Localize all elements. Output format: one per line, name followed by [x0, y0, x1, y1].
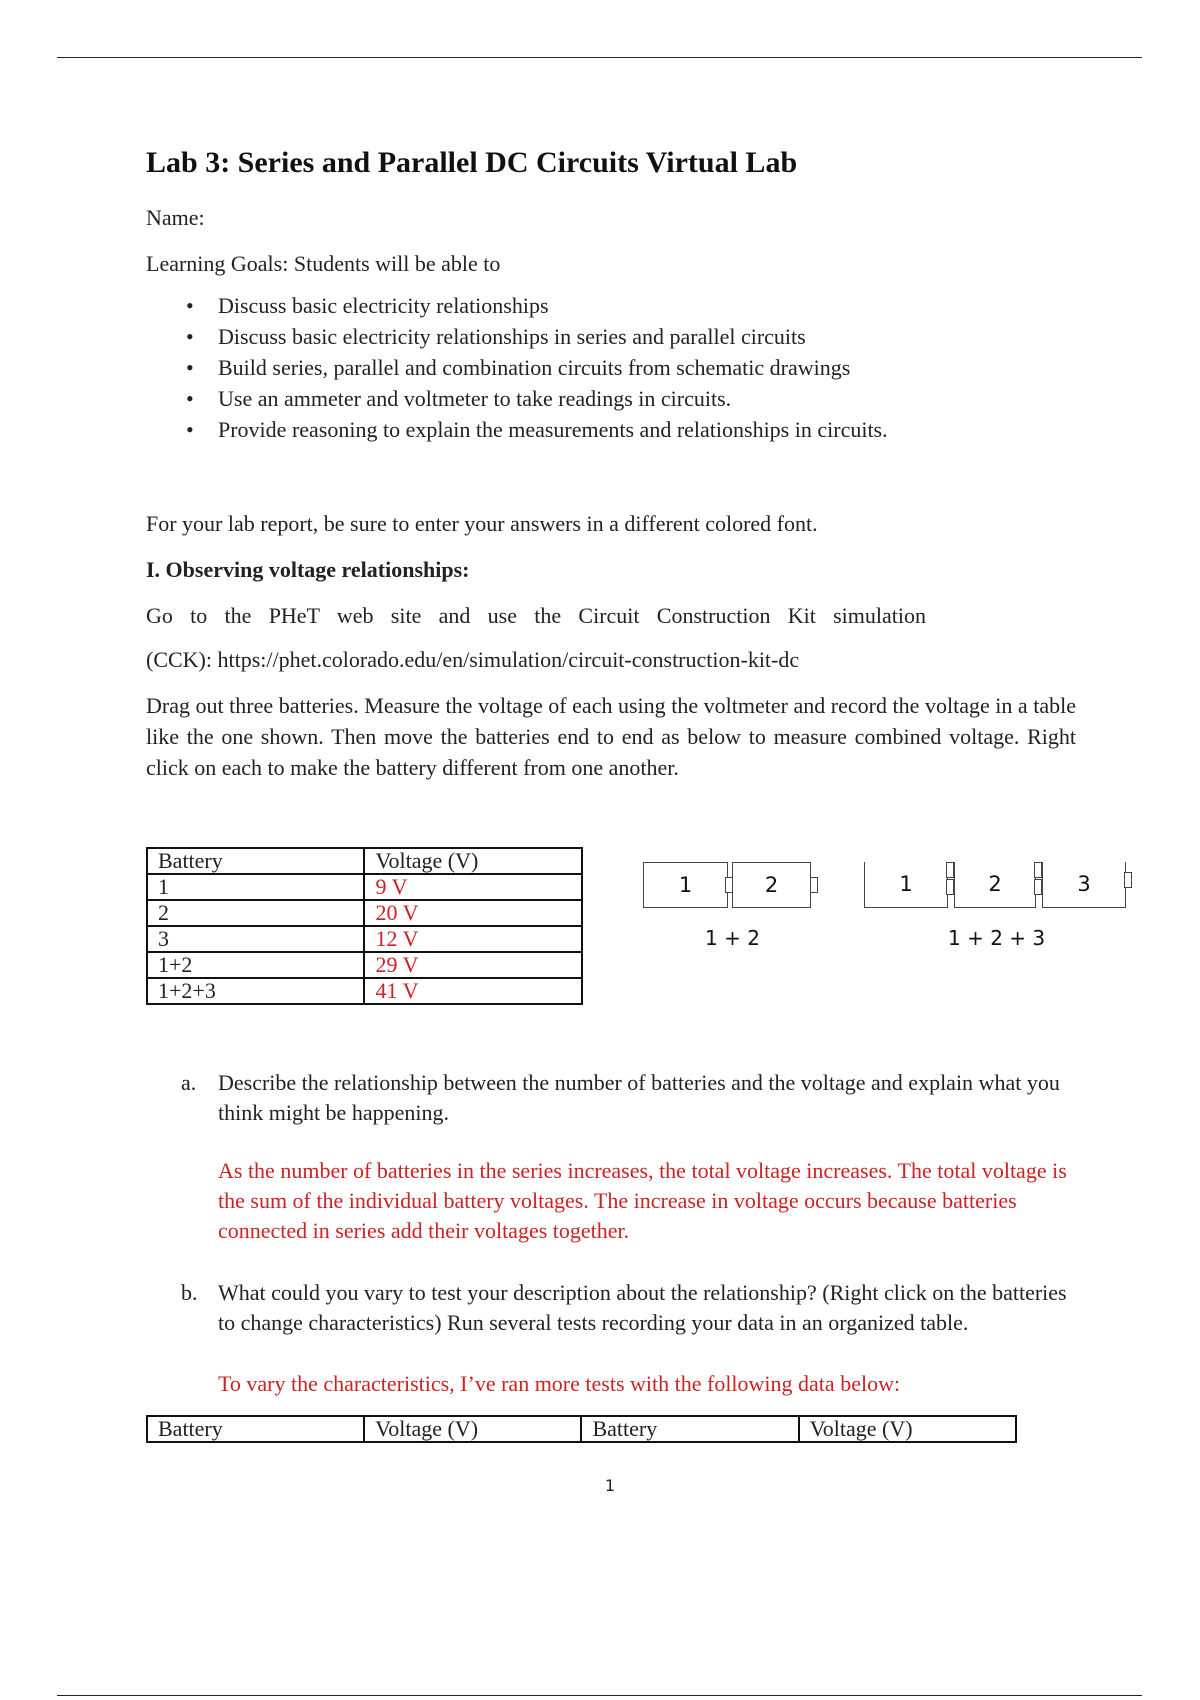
page-title: Lab 3: Series and Parallel DC Circuits Virtual Lab: [146, 146, 798, 179]
colored-font-note: For your lab report, be sure to enter your answers in a different colored font.: [146, 511, 818, 536]
list-item: • Use an ammeter and voltmeter to take readings in circuits.: [146, 383, 888, 414]
table-cell-answer: 12 V: [364, 926, 582, 952]
diagram-caption: 1 + 2: [705, 926, 760, 950]
answer-b: To vary the characteristics, I’ve ran more tests with the following data below:: [218, 1371, 901, 1396]
bullet-icon: •: [186, 324, 194, 349]
table-header-cell: Voltage (V): [364, 1416, 581, 1442]
battery-diagram-1-plus-2: [643, 862, 833, 952]
battery-2: 2: [732, 862, 811, 908]
table-cell-answer: 9 V: [364, 874, 582, 900]
table-cell: 3: [147, 926, 364, 952]
list-item: • Provide reasoning to explain the measurements and relationships in circuits.: [146, 414, 888, 445]
bullet-icon: •: [186, 293, 194, 318]
list-item: • Build series, parallel and combination circuits from schematic drawings: [146, 352, 888, 383]
question-marker: b.: [181, 1280, 198, 1305]
page-number: 1: [604, 1476, 616, 1495]
header-rule: [57, 57, 1142, 58]
battery-1: 1: [643, 862, 728, 908]
battery-terminal: [810, 877, 818, 893]
diagram-caption: 1 + 2 + 3: [948, 926, 1046, 950]
name-label: Name:: [146, 205, 205, 230]
battery-diagram-1-plus-2-plus-3: [864, 862, 1139, 952]
table-cell: 1+2+3: [147, 978, 364, 1004]
table-header-cell: Voltage (V): [364, 848, 582, 874]
battery-1: 1: [864, 862, 948, 908]
drag-instructions: Drag out three batteries. Measure the voltage of each using the voltmeter and record the voltage in a table like the one shown. Then move the batteries end to end as below to measure combined voltage. Right click on each to make the battery different from one another.: [146, 693, 1076, 780]
table-cell: 1: [147, 874, 364, 900]
table-row: [147, 874, 582, 900]
battery-terminal: [1034, 879, 1042, 895]
voltage-table: [146, 847, 583, 1005]
battery-terminal: [946, 862, 954, 878]
bullet-icon: •: [186, 355, 194, 380]
table-cell: 1+2: [147, 952, 364, 978]
question-marker: a.: [181, 1070, 197, 1095]
bullet-icon: •: [186, 386, 194, 411]
learning-goals-list: [146, 290, 888, 445]
list-item: • Discuss basic electricity relationships in series and parallel circuits: [146, 321, 888, 352]
battery-terminal: [946, 879, 954, 895]
battery-3: 3: [1042, 862, 1126, 908]
table-cell: 2: [147, 900, 364, 926]
battery-2: 2: [954, 862, 1036, 908]
phet-instruction: Go to the PHeT web site and use the Circuit Construction Kit simulation: [146, 603, 926, 628]
list-item: • Discuss basic electricity relationships: [146, 290, 888, 321]
table-header-row: [147, 1416, 1016, 1442]
table-cell-answer: 20 V: [364, 900, 582, 926]
table-header-cell: Battery: [147, 848, 364, 874]
cck-link-line: (CCK): https://phet.colorado.edu/en/simulation/circuit-construction-kit-dc: [146, 647, 800, 672]
bullet-icon: •: [186, 417, 194, 442]
table-row: [147, 926, 582, 952]
footer-rule: [57, 1695, 1142, 1696]
table-cell-answer: 29 V: [364, 952, 582, 978]
question-text: Describe the relationship between the number of batteries and the voltage and explain what you think might be happening.: [218, 1070, 1060, 1125]
battery-terminal: [1034, 862, 1042, 878]
additional-tests-table: [146, 1415, 1017, 1443]
table-row: [147, 952, 582, 978]
table-cell-answer: 41 V: [364, 978, 582, 1004]
section-heading: I. Observing voltage relationships:: [146, 557, 470, 582]
question-text: What could you vary to test your description about the relationship? (Right click on the batteries to change characteristics) Run several tests recording your data in an organized table.: [218, 1280, 1067, 1335]
table-header-cell: Battery: [147, 1416, 364, 1442]
answer-a: As the number of batteries in the series increases, the total voltage increases. The total voltage is the sum of the individual battery voltages. The increase in voltage occurs because batteries connected in series add their voltages together.: [218, 1158, 1067, 1243]
table-header-cell: Battery: [581, 1416, 798, 1442]
table-header-row: [147, 848, 582, 874]
table-row: [147, 978, 582, 1004]
learning-goals-intro: Learning Goals: Students will be able to: [146, 251, 501, 276]
table-row: [147, 900, 582, 926]
battery-terminal: [1124, 872, 1132, 888]
table-header-cell: Voltage (V): [799, 1416, 1016, 1442]
